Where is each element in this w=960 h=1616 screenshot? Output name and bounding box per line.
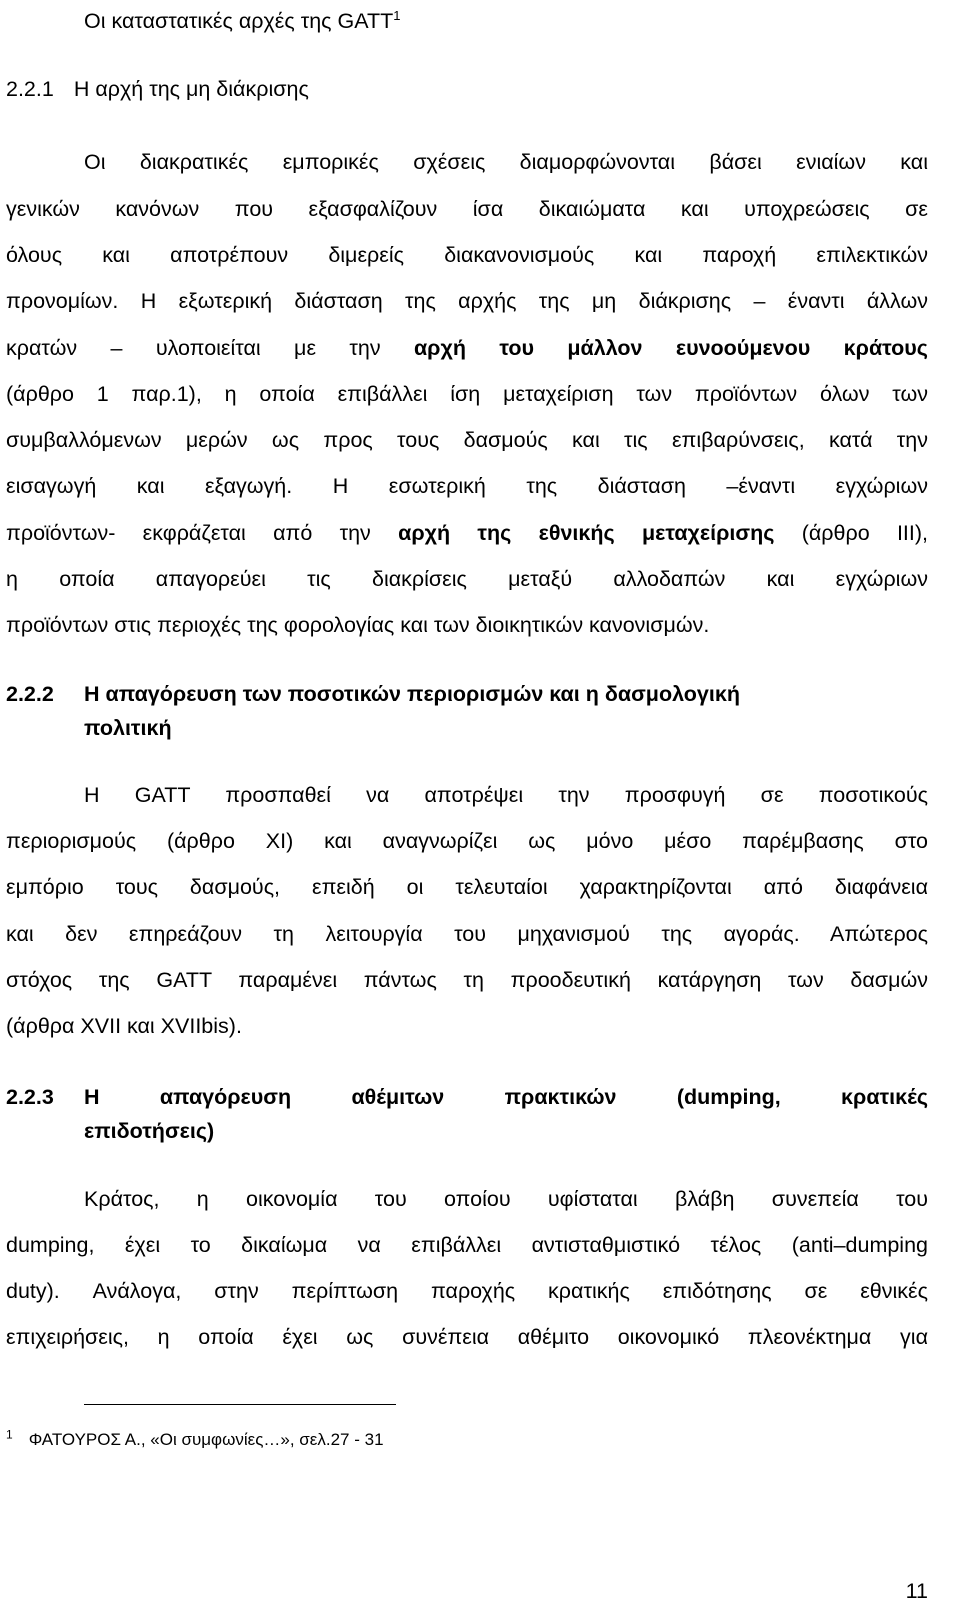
page-heading [84, 6, 400, 36]
paragraph-line: προνομίων. Η εξωτερική διάσταση της αρχής της μη διάκρισης – έναντι άλλων [6, 289, 928, 313]
paragraph-line: dumping, έχει το δικαίωμα να επιβάλλει αντισταθμιστικό τέλος (anti–dumping [6, 1233, 928, 1257]
paragraph-line: Κράτος, η οικονομία του οποίου υφίσταται βλάβη συνεπεία του [84, 1187, 928, 1211]
paragraph-line: συμβαλλόμενων μερών ως προς τους δασμούς και τις επιβαρύνσεις, κατά την [6, 428, 928, 452]
paragraph-line: και δεν επηρεάζουν τη λειτουργία του μηχανισμού της αγοράς. Απώτερος [6, 922, 928, 946]
footnote-reference: 1 [393, 7, 401, 23]
paragraph-line: προϊόντων στις περιοχές της φορολογίας και των διοικητικών κανονισμών. [6, 613, 710, 637]
paragraph-line: (άρθρο 1 παρ.1), η οποία επιβάλλει ίση μεταχείριση των προϊόντων όλων των [6, 382, 928, 406]
section-number: 2.2.2 [6, 682, 54, 706]
footnote-text: ΦΑΤΟΥΡΟΣ Α., «Οι συμφωνίες…», σελ.27 - 31 [28, 1430, 384, 1449]
paragraph-line: Οι διακρατικές εμπορικές σχέσεις διαμορφώνονται βάσει ενιαίων και [84, 150, 928, 174]
paragraph-line: εισαγωγή και εξαγωγή. Η εσωτερική της διάσταση –έναντι εγχώριων [6, 474, 928, 498]
paragraph-line: (άρθρα XVII και XVIIbis). [6, 1014, 242, 1038]
paragraph-line: κρατών – υλοποιείται με την αρχή του μάλλον ευνοούμενου κράτους [6, 336, 928, 360]
footnote-separator [84, 1404, 396, 1405]
paragraph-line: επιχειρήσεις, η οποία έχει ως συνέπεια αθέμιτο οικονομικό πλεονέκτημα για [6, 1325, 928, 1349]
paragraph-line: στόχος της GATT παραμένει πάντως τη προοδευτική κατάργηση των δασμών [6, 968, 928, 992]
bold-term: αρχή της εθνικής μεταχείρισης [398, 521, 775, 545]
paragraph-line: όλους και αποτρέπουν διμερείς διακανονισμούς και παροχή επιλεκτικών [6, 243, 928, 267]
section-heading-222 [6, 679, 740, 709]
page-number: 11 [905, 1579, 928, 1603]
section-heading-223 [6, 1082, 928, 1112]
paragraph-line: η οποία απαγορεύει τις διακρίσεις μεταξύ αλλοδαπών και εγχώριων [6, 567, 928, 591]
paragraph-line: duty). Ανάλογα, στην περίπτωση παροχής κρατικής επιδότησης σε εθνικές [6, 1279, 928, 1303]
section-heading-223-cont: επιδοτήσεις) [84, 1119, 215, 1143]
footnote-number: 1 [6, 1427, 13, 1442]
section-heading-222-cont: πολιτική [84, 716, 172, 740]
page-heading-text: Οι καταστατικές αρχές της GATT [84, 9, 394, 33]
section-title: Η απαγόρευση των ποσοτικών περιορισμών και η δασμολογική [84, 682, 740, 706]
section-number: 2.2.1 [6, 77, 54, 101]
section-title: Η αρχή της μη διάκρισης [73, 77, 309, 101]
paragraph-line: γενικών κανόνων που εξασφαλίζουν ίσα δικαιώματα και υποχρεώσεις σε [6, 197, 928, 221]
paragraph-line: προϊόντων- εκφράζεται από την αρχή της εθνικής μεταχείρισης (άρθρο ΙΙΙ), [6, 521, 929, 545]
footnote [6, 1428, 384, 1452]
bold-term: αρχή του μάλλον ευνοούμενου κράτους [413, 336, 928, 360]
paragraph-line: περιορισμούς (άρθρο ΧΙ) και αναγνωρίζει ως μόνο μέσο παρέμβασης στο [6, 829, 928, 853]
section-title: Η απαγόρευση αθέμιτων πρακτικών (dumping, κρατικές [84, 1085, 928, 1109]
paragraph-line: εμπόριο τους δασμούς, επειδή οι τελευταίοι χαρακτηρίζονται από διαφάνεια [6, 875, 928, 899]
section-number: 2.2.3 [6, 1085, 54, 1109]
section-heading-221 [6, 74, 309, 104]
paragraph-line: Η GATT προσπαθεί να αποτρέψει την προσφυγή σε ποσοτικούς [84, 783, 928, 807]
